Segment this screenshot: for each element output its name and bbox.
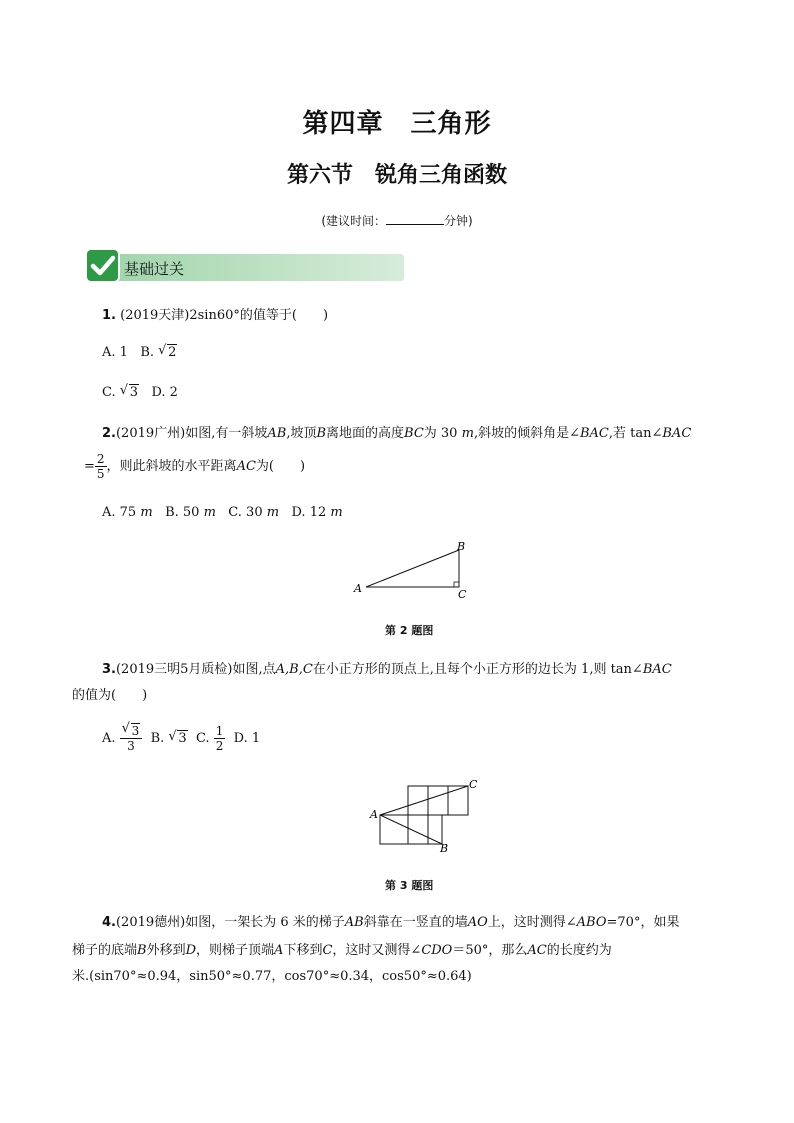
q3-figure-caption: 第 3 题图 [385, 879, 434, 892]
q2-unit: m [461, 426, 474, 441]
q4-line1-d: =70°，如果 [606, 915, 680, 930]
time-suffix: 分钟) [444, 214, 473, 228]
q1-choice-b-prefix: B. [140, 345, 155, 360]
q2-b: B [316, 426, 327, 441]
question-4-line2 [72, 941, 722, 961]
q4-ac: AC [527, 943, 547, 958]
q2-fig-line-ab [366, 550, 459, 587]
q2-choice-d: D. 12 [291, 505, 331, 520]
q2-eq: = [84, 459, 95, 474]
question-3-line1 [102, 660, 722, 680]
q2-choice-d-unit: m [330, 505, 343, 520]
q2-bac-2: BAC [662, 426, 692, 441]
q3-choice-c-prefix: C. [195, 731, 210, 746]
q2-fraction [95, 452, 107, 481]
question-2-line1 [102, 424, 722, 444]
q3-choice-c-numerator: 1 [215, 724, 224, 738]
q3-choice-b-prefix: B. [150, 731, 165, 746]
q2-text-6: ,若 tan∠ [608, 426, 663, 441]
q4-abo: ABO [576, 915, 607, 930]
time-blank [386, 213, 444, 225]
q2-figure-caption: 第 2 题图 [385, 624, 434, 637]
banner-label: 基础过关 [124, 260, 185, 278]
q3-text-2: 在小正方形的顶点上,且每个小正方形的边长为 1,则 tan∠ [312, 662, 643, 677]
q2-bc: BC [404, 426, 424, 441]
q4-line1-c: 上，这时测得∠ [487, 915, 577, 930]
q4-line2-g: 的长度约为 [546, 943, 612, 958]
q2-text-4: 为 30 [423, 426, 458, 441]
q4-line1-a: (2019德州)如图，一架长为 6 米的梯子 [115, 915, 345, 930]
time-prefix: (建议时间： [321, 214, 386, 228]
q3-fig-label-a: A [370, 808, 378, 821]
q2-figure [345, 536, 475, 606]
q1-choice-a: A. 1 [102, 345, 128, 360]
q3-points: A,B,C [275, 662, 313, 677]
q4-d: D [185, 943, 197, 958]
q3-grid-cell [380, 815, 408, 844]
section-title: 第六节 锐角三角函数 [286, 163, 507, 188]
q3-choice-c-denominator: 2 [215, 739, 224, 753]
q1-choice-c-radicand: 3 [129, 385, 139, 400]
question-1 [102, 306, 328, 326]
q1-choice-c-sqrt: √ 3 [119, 383, 139, 400]
q1-text: (2019天津)2sin60°的值等于( ) [120, 308, 329, 323]
q3-choices [102, 721, 261, 753]
q1-choice-b-sqrt: √ 2 [158, 343, 177, 360]
q3-fig-label-c: C [469, 778, 478, 791]
q3-grid-cell [448, 786, 468, 815]
q4-cdo: CDO [421, 943, 453, 958]
q4-c: C [322, 943, 333, 958]
q3-choice-d: D. 1 [233, 731, 261, 746]
q3-fig-line-ac [380, 786, 468, 815]
q3-grid-cell [428, 815, 442, 844]
q2-bac: BAC [579, 426, 609, 441]
q2-choice-c: C. 30 [228, 505, 267, 520]
section-banner [88, 254, 404, 281]
q3-grid-cell [428, 786, 448, 815]
q1-number: 1. [102, 308, 116, 323]
q1-choice-b-radicand: 2 [168, 345, 177, 360]
q4-a: A [274, 943, 284, 958]
q3-text-1: (2019三明5月质检)如图,点 [115, 662, 276, 677]
q4-ao: AO [467, 915, 488, 930]
q2-fig-label-a: A [354, 582, 362, 595]
q2-fig-right-angle [454, 582, 459, 587]
q3-fig-line-ab [380, 815, 442, 844]
q2-frac-denominator: 5 [96, 467, 105, 481]
q4-line2-a: 梯子的底端 [72, 943, 138, 958]
q2-choice-a: A. 75 [102, 505, 141, 520]
q2-text-5: ,斜坡的倾斜角是∠ [473, 426, 580, 441]
q1-choice-d: D. 2 [151, 385, 178, 400]
q3-fig-label-b: B [440, 842, 449, 854]
q3-choice-b-radicand: 3 [178, 731, 187, 746]
question-4-line1 [102, 913, 722, 933]
question-2-line2 [84, 452, 305, 481]
q3-choice-a-denominator: 3 [127, 739, 135, 753]
q2-choice-b: B. 50 [165, 505, 204, 520]
q1-choices-ab [102, 345, 177, 360]
q2-ac: AC [236, 459, 256, 474]
q2-fig-label-c: C [458, 588, 467, 601]
q2-choices [102, 505, 343, 520]
q3-choice-a-numerator: 3 [131, 724, 140, 738]
q3-bac: BAC [642, 662, 672, 677]
q3-choice-b-sqrt: √ 3 [168, 729, 187, 746]
q3-choice-a-sqrt: √ 3 [121, 721, 140, 738]
q3-number: 3. [102, 662, 116, 677]
q2-text-1: (2019广州)如图,有一斜坡 [115, 426, 268, 441]
q2-choice-a-unit: m [140, 505, 153, 520]
q2-text-7: ，则此斜坡的水平距离 [106, 459, 237, 474]
q2-ab: AB [267, 426, 287, 441]
question-4-line3: 米.(sin70°≈0.94，sin50°≈0.77，cos70°≈0.34，cos50°≈0.64) [72, 969, 472, 984]
suggested-time [0, 212, 794, 229]
q2-choice-c-unit: m [266, 505, 280, 520]
q4-line2-f: ＝50°，那么 [452, 943, 528, 958]
q2-text-8: 为( ) [255, 459, 306, 474]
q2-number: 2. [102, 426, 116, 441]
q4-number: 4. [102, 915, 116, 930]
q4-line2-e: ，这时又测得∠ [332, 943, 422, 958]
q3-figure [366, 774, 486, 854]
q2-text-2: ,坡顶 [286, 426, 317, 441]
q3-choice-a-prefix: A. [102, 731, 116, 746]
q1-choice-c-prefix: C. [102, 385, 116, 400]
chapter-title: 第四章 三角形 [302, 109, 492, 139]
q4-line2-c: ，则梯子顶端 [196, 943, 275, 958]
q2-text-3: 离地面的高度 [326, 426, 405, 441]
q2-frac-numerator: 2 [96, 452, 105, 466]
q1-choices-cd [102, 385, 178, 400]
checkmark-icon [87, 250, 118, 281]
q4-line2-d: 下移到 [283, 943, 323, 958]
question-3-line2: 的值为( ) [72, 688, 148, 703]
q4-ab: AB [344, 915, 364, 930]
q3-choice-c-fraction [214, 724, 226, 753]
q2-fig-label-b: B [457, 540, 466, 553]
q4-line2-b: 外移到 [146, 943, 186, 958]
q4-b: B [137, 943, 147, 958]
q2-choice-b-unit: m [203, 505, 216, 520]
q3-choice-a-fraction [120, 721, 143, 753]
q4-line1-b: 斜靠在一竖直的墙 [363, 915, 468, 930]
